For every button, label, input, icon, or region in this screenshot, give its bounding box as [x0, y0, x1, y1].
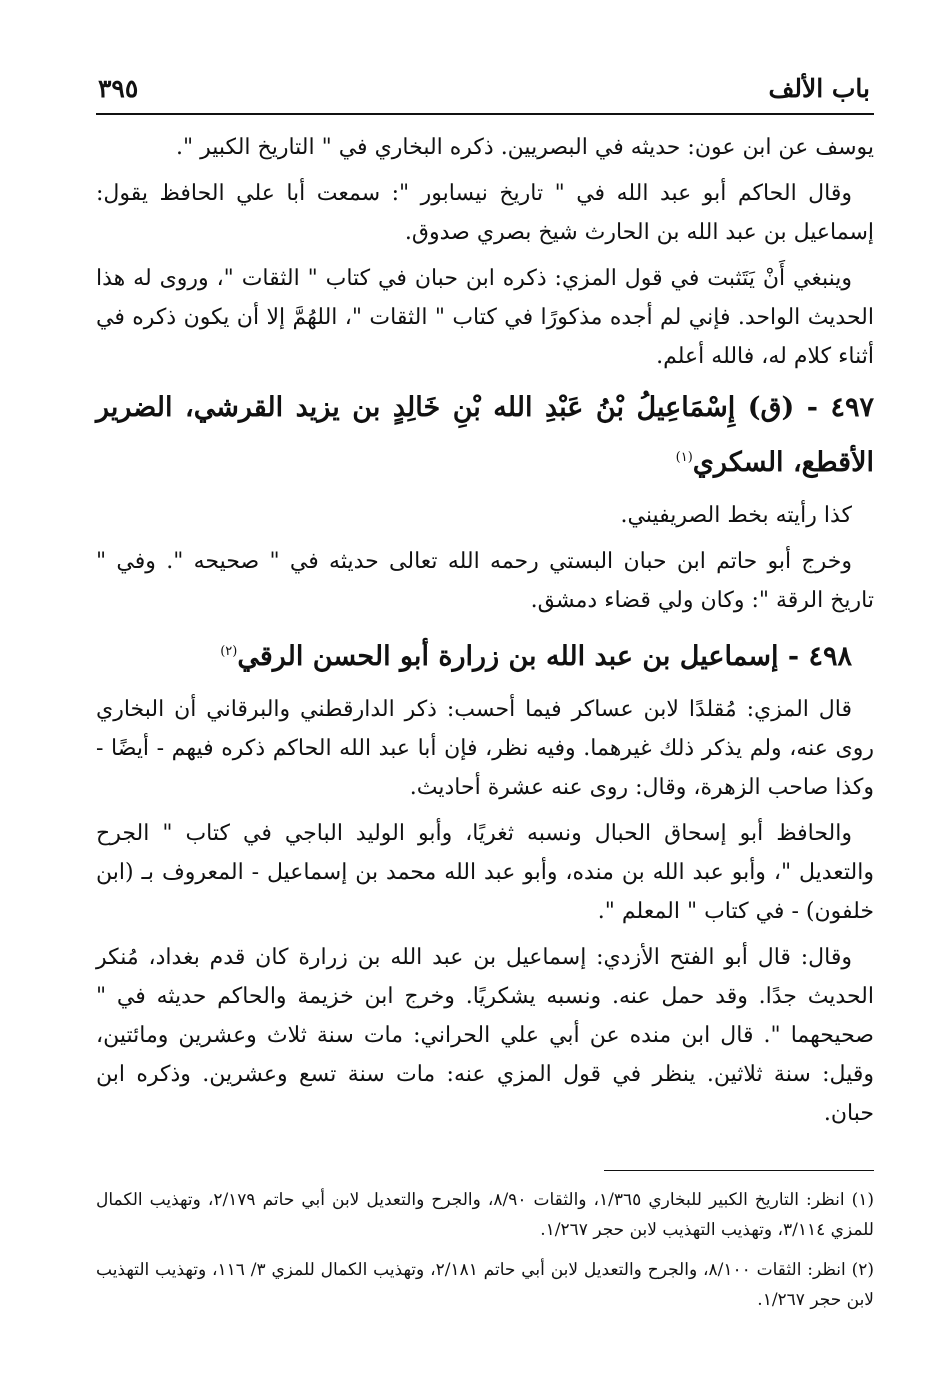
chapter-title: باب الألف [768, 74, 870, 103]
main-text [96, 128, 874, 1140]
footnote-marker: (٢) [220, 644, 238, 659]
page-number: ٣٩٥ [98, 74, 139, 103]
footnote-separator [604, 1170, 874, 1171]
paragraph: وقال الحاكم أبو عبد الله في " تاريخ نيسابور ": سمعت أبا علي الحافظ يقول: إسماعيل بن عبد الله بن الحارث شيخ بصري صدوق. [96, 181, 874, 245]
running-header [96, 72, 874, 112]
paragraph: وقال: قال أبو الفتح الأزدي: إسماعيل بن عبد الله بن زرارة كان قدم بغداد، مُنكر الحديث جدًا. وقد حمل عنه. ونسبه يشكريًا. وخرج ابن خزيمة والحاكم حديثه في " صحيحهما ". قال ابن منده عن أبي علي الحراني: مات سنة ثلاث وعشرين ومائتين، وقيل: سنة ثلاثين. ينظر في قول المزي عنه: مات سنة تسع وعشرين. وذكره ابن حبان. [96, 945, 874, 1126]
footnote-2: (٢) انظر: الثقات ٨/١٠٠، والجرح والتعديل لابن أبي حاتم ٢/١٨١، وتهذيب الكمال للمزي ٣/ ١١٦، وتهذيب التهذيب لابن حجر ١/٢٦٧. [96, 1260, 875, 1310]
entry-heading-text: ٤٩٧ - (ق) إِسْمَاعِيلُ بْنُ عَبْدِ الله بْنِ خَالِدٍ بن يزيد القرشي، الضرير الأقطع، السكري [96, 392, 874, 478]
paragraph: وخرج أبو حاتم ابن حبان البستي رحمه الله تعالى حديثه في " صحيحه ". وفي " تاريخ الرقة ": وكان ولي قضاء دمشق. [96, 549, 874, 613]
paragraph: يوسف عن ابن عون: حديثه في البصريين. ذكره البخاري في " التاريخ الكبير ". [176, 135, 874, 160]
footnote-marker: (١) [675, 450, 693, 465]
header-rule [96, 113, 874, 115]
paragraph: والحافظ أبو إسحاق الحبال ونسبه ثغريًا، وأبو الوليد الباجي في كتاب " الجرح والتعديل "، وأبو عبد الله بن منده، وأبو عبد الله محمد بن إسماعيل - المعروف بـ (ابن خلفون) - في كتاب " المعلم ". [96, 821, 874, 924]
book-page [96, 0, 874, 1374]
entry-heading-498 [96, 627, 874, 682]
entry-heading-text: ٤٩٨ - إسماعيل بن عبد الله بن زرارة أبو الحسن الرقي [237, 641, 852, 672]
entry-heading-497 [96, 383, 874, 488]
footnote-1: (١) انظر: التاريخ الكبير للبخاري ١/٣٦٥، والثقات ٨/٩٠، والجرح والتعديل لابن أبي حاتم ٢/١٧٩، وتهذيب الكمال للمزي ٣/١١٤، وتهذيب التهذيب لابن حجر ١/٢٦٧. [96, 1190, 874, 1240]
footnotes [96, 1185, 874, 1325]
paragraph: كذا رأيته بخط الصريفيني. [620, 503, 852, 528]
paragraph: قال المزي: مُقلدًا لابن عساكر فيما أحسب: ذكر الدارقطني والبرقاني أن البخاري روى عنه، ولم يذكر ذلك غيرهما. وفيه نظر، فإن أبا عبد الله الحاكم ذكره فيهم - أيضًا - وكذا صاحب الزهرة، وقال: روى عنه عشرة أحاديث. [96, 697, 874, 800]
paragraph: وينبغي أَنْ يَتَثبت في قول المزي: ذكره ابن حبان في كتاب " الثقات "، وروى له هذا الحديث الواحد. فإني لم أجده مذكورًا في كتاب " الثقات "، اللهُمَّ إلا أن يكون ذكره في أثناء كلام له، فالله أعلم. [96, 266, 874, 369]
